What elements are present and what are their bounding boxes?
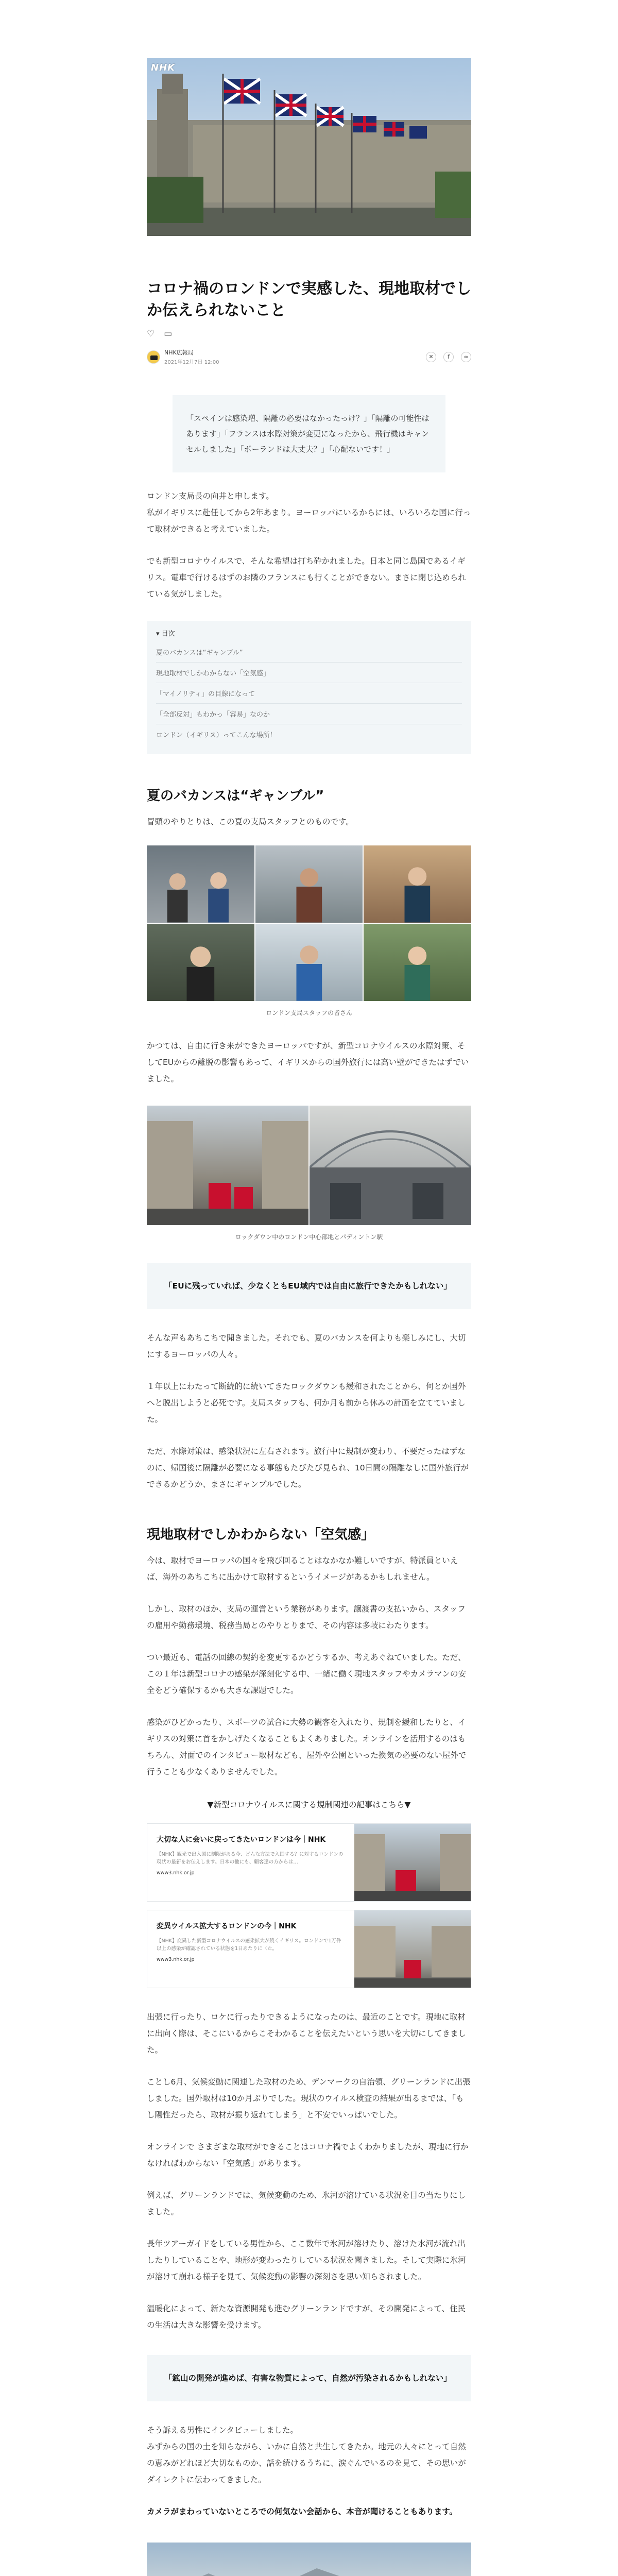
- link-card-image[interactable]: [354, 1824, 471, 1901]
- share-buttons: [426, 352, 471, 362]
- avatar[interactable]: [147, 350, 160, 364]
- greenland-photo: [147, 2543, 471, 2576]
- staff-photo-grid: [147, 845, 471, 1001]
- intro-paragraph: でも新型コロナウイルスで、そんな希望は打ち砕かれました。日本と同じ島国であるイギリス。電車で行けるはずのお隣のフランスにも行くことができない。まさに閉じ込められている気がしました。: [147, 556, 466, 599]
- link-card-title[interactable]: 大切な人に会いに戻ってきたいロンドンは今｜NHK: [157, 1836, 326, 1844]
- intro-paragraph: ロンドン支局長の向井と申します。 私がイギリスに赴任してから2年あまり。ヨーロッパにいるからには、いろいろな国に行って取材ができると考えていました。: [147, 492, 471, 534]
- body-paragraph: 感染がひどかったり、スポーツの試合に大勢の観客を入れたり、規制を緩和したりと、イギリスの対策に首をかしげたくなることもよくありました。オンラインを活用するのはもちろん、対面でのインタビュー取材なども、屋外や公園といった換気の必要のない屋外で行うことも少なくありませんでした。: [147, 1718, 467, 1776]
- twitter-icon[interactable]: ✕: [426, 352, 436, 362]
- staff-photo: [147, 845, 254, 923]
- body-paragraph: 冒頭のやりとりは、この夏の支局スタッフとのものです。: [147, 817, 354, 826]
- publish-date: 2021年12月7日 12:00: [164, 360, 219, 365]
- staff-photo: [255, 845, 363, 923]
- street-photo: [147, 1106, 308, 1225]
- body-paragraph: かつては、自由に行き来ができたヨーロッパですが、新型コロナウイルスの水際対策、そしてEUからの離脱の影響もあって、イギリスからの国外旅行には高い壁ができたはずでいました。: [147, 1041, 469, 1083]
- link-card-title[interactable]: 変異ウイルス拡大するロンドンの今｜NHK: [157, 1922, 297, 1930]
- lockdown-photos: [147, 1106, 471, 1225]
- body-paragraph: そんな声もあちこちで聞きました。それでも、夏のバカンスを何よりも楽しみにし、大切にするヨーロッパの人々。: [147, 1333, 466, 1359]
- emphasis-paragraph: カメラがまわっていないところでの何気ない会話から、本音が聞けることもあります。: [147, 2507, 457, 2516]
- link-icon[interactable]: ∞: [461, 352, 471, 362]
- body-paragraph: 出張に行ったり、ロケに行ったりできるようになったのは、最近のことです。現地に取材に出向く際は、そこにいるからこそわかることを伝えたいという思いを大切にしてきました。: [147, 2012, 467, 2055]
- author-info[interactable]: [147, 348, 219, 365]
- body-paragraph: しかし、取材のほか、支局の運営という業務があります。譲渡書の支払いから、スタッフの雇用や勤務環境、税務当局とのやりとりまで、その内容は多岐にわたります。: [147, 1604, 466, 1630]
- hero-illustration: [147, 58, 471, 236]
- body-paragraph: １年以上にわたって断続的に続いてきたロックダウンも緩和されたことから、何とか国外へと脱出しようと必死です。支局スタッフも、何か月も前から休みの計画を立てていました。: [147, 1382, 466, 1424]
- body-paragraph: ただ、水際対策は、感染状況に左右されます。旅行中に規制が変わり、不要だったはずなのに、帰国後に隔離が必要になる事態もたびたび見られ、10日間の隔離なしに国外旅行ができるかどうか、まさにギャンブルでした。: [147, 1447, 469, 1489]
- toc-item[interactable]: ロンドン（イギリス）ってこんな場所！: [156, 732, 277, 739]
- link-card-image[interactable]: [354, 1910, 471, 1988]
- station-photo: [310, 1106, 471, 1225]
- author-name[interactable]: NHK広報局: [164, 349, 194, 356]
- lead-box: 「スペインは感染増、隔離の必要はなかったっけ？」「隔離の可能性はあります」「フランスは水際対策が変更になったから、飛行機はキャンセルしました」「ポーランドは大丈夫？」「心配ないです！」: [173, 395, 445, 472]
- quote-box: 「鉱山の開発が進めば、有害な物質によって、自然が汚染されるかもしれない」: [147, 2355, 471, 2401]
- comment-icon[interactable]: ▭: [164, 329, 173, 339]
- toc-heading[interactable]: ▾ 目次: [156, 630, 175, 638]
- link-card-text: [147, 1910, 353, 1988]
- article-column: [147, 58, 471, 2576]
- link-card-url: www3.nhk.or.jp: [157, 1957, 195, 1962]
- section-heading: 夏のバカンスは“ギャンブル”: [147, 788, 324, 804]
- toc-item[interactable]: 「マイノリティ」の目線になって: [156, 683, 462, 704]
- link-card-desc: 【NHK】観光で出入国に制限がある今、どんな方法で入国する？に対するロンドンの現状の最新をお伝えします。日本の他にも、顧客達の方からは…: [157, 1852, 344, 1865]
- table-of-contents: [147, 621, 471, 754]
- staff-photo: [255, 924, 363, 1001]
- author-bar: [147, 348, 471, 365]
- link-card-text: [147, 1824, 353, 1901]
- body-paragraph: 長年ツアーガイドをしている男性から、ここ数年で氷河が溶けたり、溶けた水河が流れ出したりしていることや、地形が変わったりしている状況を聞きました。そして実際に氷河が溶けて崩れる様子を見て、気候変動の影響の深刻さを思い知らされました。: [147, 2239, 466, 2281]
- toc-item[interactable]: 「全部反対」もわかっ「容易」なのか: [156, 704, 462, 724]
- facebook-icon[interactable]: f: [443, 352, 454, 362]
- body-paragraph: 温暖化によって、新たな資源開発も進むグリーンランドですが、その開発によって、住民の生活は大きな影響を受けます。: [147, 2304, 466, 2330]
- reaction-bar: [147, 329, 471, 339]
- heart-icon[interactable]: ♡: [147, 329, 155, 339]
- body-paragraph: そう訴える男性にインタビューしました。 みずからの国の土を知らながら、いかに自然と共生してきたか。地元の人々にとって自然の恵みがどれほど大切なものか、話を続けるうちに、涙ぐんでいるのを見て、その思いがダイレクトに伝わってきました。: [147, 2426, 466, 2484]
- section-heading: 現地取材でしかわからない「空気感」: [147, 1527, 375, 1543]
- nhk-logo: NHK: [151, 62, 176, 73]
- quote-box: 「EUに残っていれば、少なくともEU域内では自由に旅行できたかもしれない」: [147, 1263, 471, 1309]
- toc-item[interactable]: 夏のバカンスは“ギャンブル”: [156, 642, 462, 663]
- hero-image: [147, 58, 471, 236]
- image-caption: ロンドン支局スタッフの皆さん: [265, 1009, 352, 1016]
- body-paragraph: 例えば、グリーンランドでは、気候変動のため、氷河が溶けている状況を目の当たりにしました。: [147, 2191, 466, 2216]
- link-card[interactable]: [147, 1910, 471, 1988]
- related-links-note: ▼新型コロナウイルスに関する規制関連の記事はこちら▼: [207, 1800, 411, 1809]
- body-paragraph: 今は、取材でヨーロッパの国々を飛び回ることはなかなか難しいですが、特派員といえば、海外のあちこちに出かけて取材するというイメージがあるかもしれません。: [147, 1556, 458, 1582]
- body-paragraph: オンラインで さまざまな取材ができることはコロナ禍でよくわかりましたが、現地に行かなければわからない「空気感」があります。: [147, 2142, 469, 2168]
- link-card[interactable]: [147, 1823, 471, 1902]
- body-paragraph: ことし6月、気候変動に関連した取材のため、デンマークの自治領、グリーンランドに出張しました。国外取材は10か月ぶりでした。現状のウイルス検査の結果が出るまでは、「もし陽性だったら、取材が振り返れてしまう」と不安でいっぱいでした。: [147, 2077, 471, 2120]
- toc-item[interactable]: 現地取材でしかわからない「空気感」: [156, 663, 462, 683]
- staff-photo: [364, 845, 471, 923]
- link-card-desc: 【NHK】変異した新型コロナウイルスの感染拡大が続くイギリス。ロンドンで1万件以上の感染が確認されている状態を1日あたりに（た。: [157, 1938, 341, 1952]
- article-title: コロナ禍のロンドンで実感した、現地取材でしか伝えられないこと: [147, 280, 471, 319]
- staff-photo: [364, 924, 471, 1001]
- link-card-url: www3.nhk.or.jp: [157, 1870, 195, 1876]
- staff-photo: [147, 924, 254, 1001]
- body-paragraph: つい最近も、電話の回線の契約を変更するかどうするか、考えあぐねていました。ただ、この１年は新型コロナの感染が深刻化する中、一緒に働く現地スタッフやカメラマンの安全をどう確保するかも大きな課題でした。: [147, 1653, 467, 1695]
- image-caption: ロックダウン中のロンドン中心部地とパディントン駅: [235, 1233, 383, 1241]
